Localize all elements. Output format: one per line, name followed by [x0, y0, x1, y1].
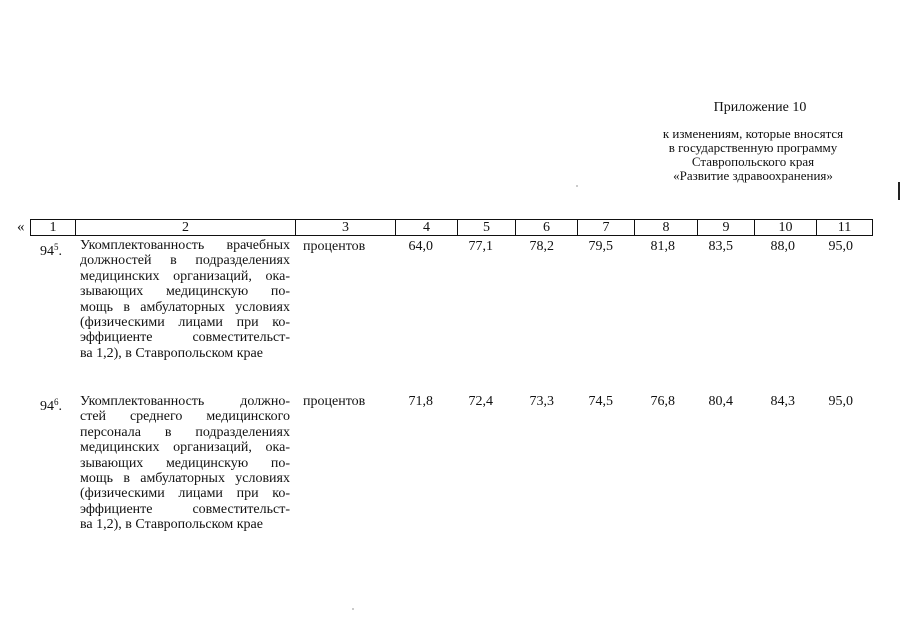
scan-speck: [352, 608, 354, 610]
header-cell: 1: [31, 220, 76, 236]
value-cell: 72,4: [468, 394, 493, 409]
row-number-base: 94: [40, 399, 54, 414]
value-cell: 88,0: [770, 239, 795, 254]
header-cell: 4: [396, 220, 458, 236]
description-line: медицинских организаций, ока-: [80, 268, 290, 284]
description-line: зывающих медицинскую по-: [80, 455, 290, 471]
value-cell: 80,4: [708, 394, 733, 409]
description-line: эффициенте совместительст-: [80, 501, 290, 517]
description-line: Укомплектованность врачебных: [80, 238, 290, 253]
row-unit: процентов: [303, 239, 366, 254]
appendix-note-line: «Развитие здравоохранения»: [673, 168, 833, 183]
value-cell: 73,3: [529, 394, 554, 409]
description-line: (физическими лицами при ко-: [80, 486, 290, 502]
header-cell: 7: [578, 220, 635, 236]
description-line: (физическими лицами при ко-: [80, 315, 290, 331]
header-cell: 3: [296, 220, 396, 236]
appendix-note: [630, 127, 876, 183]
description-line: должностей в подразделениях: [80, 253, 290, 269]
value-cell: 95,0: [828, 394, 853, 409]
value-cell: 64,0: [408, 239, 433, 254]
row-number: [40, 394, 62, 415]
description-line: мощь в амбулаторных условиях: [80, 471, 290, 487]
appendix-note-line: Ставропольского края: [691, 154, 815, 169]
value-cell: 84,3: [770, 394, 795, 409]
header-cell: 2: [76, 220, 296, 236]
appendix-note-line: в государственную программу: [668, 140, 838, 155]
row-number-suffix: .: [58, 244, 62, 259]
description-line: мощь в амбулаторных условиях: [80, 299, 290, 315]
value-cell: 76,8: [650, 394, 675, 409]
value-cell: 77,1: [468, 239, 493, 254]
value-cell: 74,5: [588, 394, 613, 409]
column-number-header: [30, 219, 873, 236]
header-cell: 9: [698, 220, 755, 236]
value-cell: 81,8: [650, 239, 675, 254]
row-number-superscript: 6: [54, 397, 59, 407]
description-line: зывающих медицинскую по-: [80, 284, 290, 300]
description-line: медицинских организаций, ока-: [80, 440, 290, 456]
value-cell: 83,5: [708, 239, 733, 254]
description-line: персонала в подразделениях: [80, 424, 290, 440]
header-cell: 11: [817, 220, 873, 236]
description-line: ва 1,2), в Ставропольском крае: [80, 345, 263, 361]
value-cell: 71,8: [408, 394, 433, 409]
description-line: Укомплектованность должно-: [80, 394, 290, 409]
scan-speck: [576, 185, 578, 187]
description-line: ва 1,2), в Ставропольском крае: [80, 517, 263, 533]
row-description: [80, 394, 290, 533]
row-number-suffix: .: [58, 399, 62, 414]
description-line: эффициенте совместительст-: [80, 330, 290, 346]
value-cell: 79,5: [588, 239, 613, 254]
header-cell: 5: [458, 220, 516, 236]
description-line: стей среднего медицинского: [80, 409, 290, 425]
header-cell: 8: [635, 220, 698, 236]
appendix-title: Приложение 10: [713, 100, 807, 115]
header-cell: 10: [755, 220, 817, 236]
opening-quote: «: [17, 219, 25, 235]
row-description: [80, 238, 290, 361]
value-cell: 78,2: [529, 239, 554, 254]
row-unit: процентов: [303, 394, 366, 409]
appendix-note-line: к изменениям, которые вносятся: [662, 126, 844, 141]
value-cell: 95,0: [828, 239, 853, 254]
row-number-base: 94: [40, 244, 54, 259]
header-cell: 6: [516, 220, 578, 236]
row-number: [40, 239, 62, 260]
row-number-superscript: 5: [54, 242, 59, 252]
page-edge-mark: [898, 182, 900, 200]
